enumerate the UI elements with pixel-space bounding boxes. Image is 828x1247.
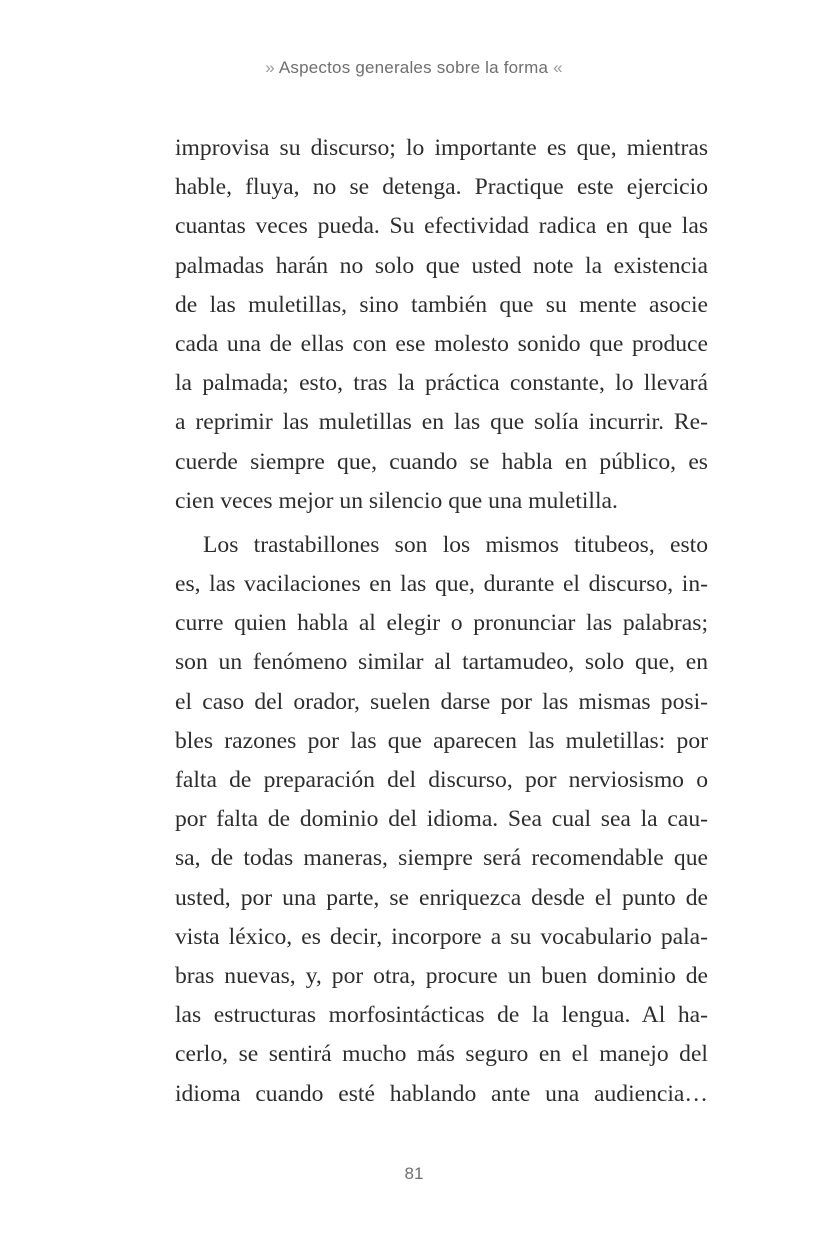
text-line: de las muletillas, sino también que su mente asocie xyxy=(175,291,708,318)
text-line: cerlo, se sentirá mucho más seguro en el manejo del xyxy=(175,1041,708,1068)
left-guillemet: » xyxy=(265,58,275,77)
body-text xyxy=(175,129,708,1114)
text-line: por falta de dominio del idioma. Sea cual sea la cau- xyxy=(175,806,708,833)
text-line: usted, por una parte, se enriquezca desde el punto de xyxy=(175,884,708,911)
right-guillemet: « xyxy=(553,58,563,77)
text-line: cuerde siempre que, cuando se habla en público, es xyxy=(175,448,708,475)
text-line: bles razones por las que aparecen las muletillas: por xyxy=(175,727,708,754)
text-line: la palmada; esto, tras la práctica constante, lo llevará xyxy=(175,370,708,397)
running-head-title: Aspectos generales sobre la forma xyxy=(278,58,549,77)
text-line: cuantas veces pueda. Su efectividad radica en que las xyxy=(175,213,708,240)
text-line: falta de preparación del discurso, por nerviosismo o xyxy=(175,767,708,793)
paragraph-1 xyxy=(175,129,708,521)
text-line: a reprimir las muletillas en las que solía incurrir. Re- xyxy=(175,409,708,436)
text-line: palmadas harán no solo que usted note la existencia xyxy=(175,252,708,279)
paragraph-2 xyxy=(175,526,708,1114)
page-number: 81 xyxy=(404,1164,424,1183)
text-line: son un fenómeno similar al tartamudeo, solo que, en xyxy=(175,649,708,676)
text-line: cada una de ellas con ese molesto sonido que produce xyxy=(175,330,708,357)
text-line: bras nuevas, y, por otra, procure un buen dominio de xyxy=(175,962,708,989)
text-line: idioma cuando esté hablando ante una audiencia… xyxy=(175,1080,708,1107)
text-line: cien veces mejor un silencio que una muletilla. xyxy=(175,487,618,514)
text-line: Los trastabillones son los mismos titubeos, esto xyxy=(203,531,708,558)
text-line: sa, de todas maneras, siempre será recomendable que xyxy=(175,845,708,872)
text-line: las estructuras morfosintácticas de la lengua. Al ha- xyxy=(175,1002,708,1029)
text-line: curre quien habla al elegir o pronunciar las palabras; xyxy=(175,610,708,637)
text-line: improvisa su discurso; lo importante es que, mientras xyxy=(175,135,708,161)
text-line: hable, fluya, no se detenga. Practique este ejercicio xyxy=(175,174,708,201)
text-line: vista léxico, es decir, incorpore a su vocabulario pala- xyxy=(175,923,708,950)
text-line: es, las vacilaciones en las que, durante el discurso, in- xyxy=(175,571,708,598)
running-head xyxy=(0,58,828,78)
text-line: el caso del orador, suelen darse por las mismas posi- xyxy=(175,688,708,715)
